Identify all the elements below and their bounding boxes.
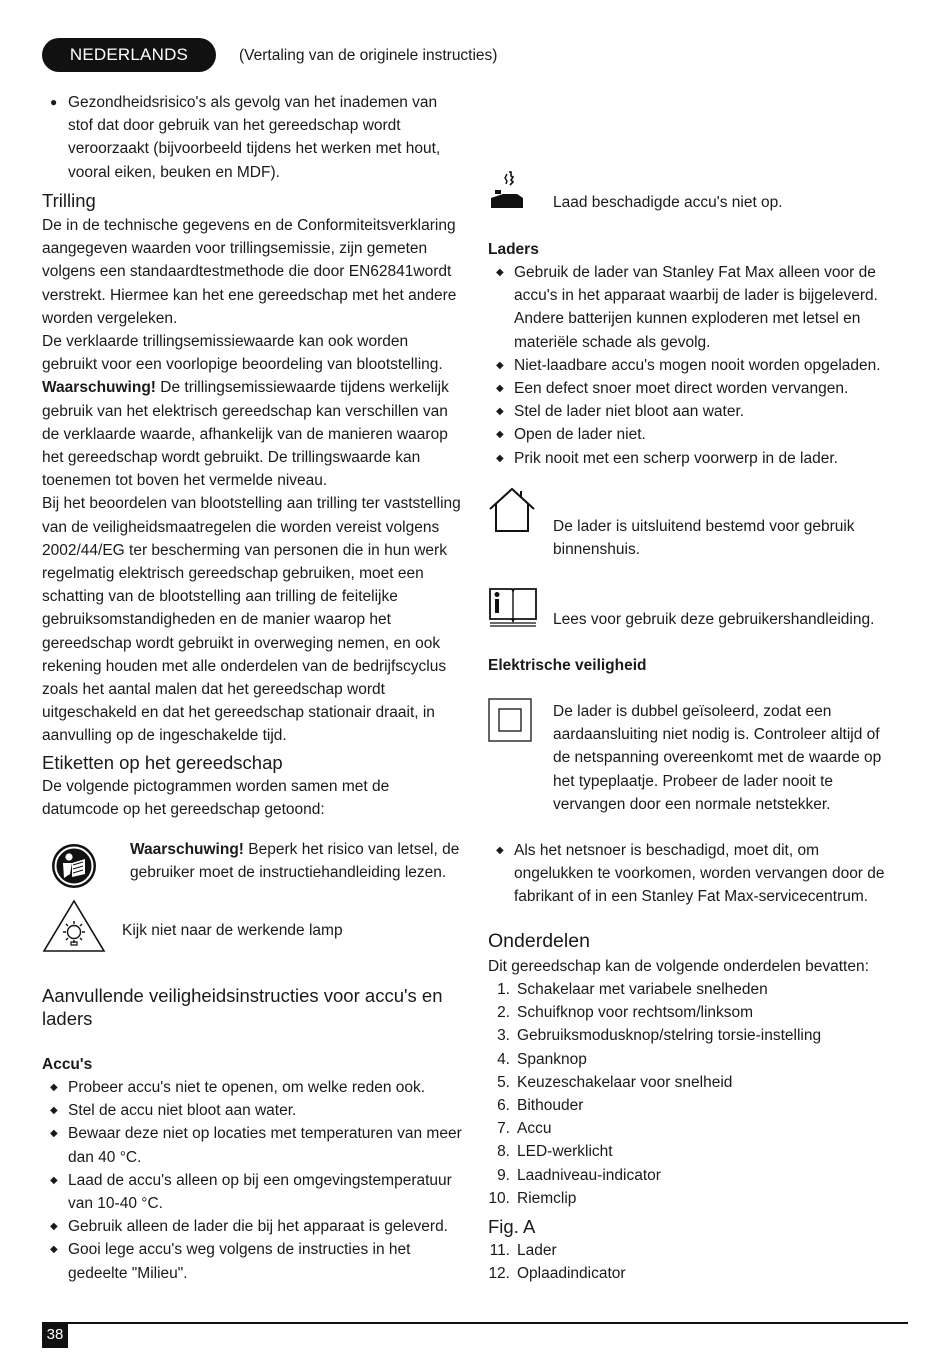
warning-label: Waarschuwing!	[42, 379, 156, 397]
part-label: Lader	[517, 1242, 557, 1259]
list-item: ◆ Bewaar deze niet op locaties met temperaturen van meer dan 40 °C.	[42, 1122, 462, 1168]
list-item: ◆ Gebruik alleen de lader die bij het apparaat is geleverd.	[42, 1215, 462, 1238]
read-manual-warning-icon	[50, 842, 98, 890]
lamp-warning-icon	[42, 899, 106, 953]
damaged-battery-text: Laad beschadigde accu's niet op.	[553, 194, 783, 211]
list-item	[488, 1164, 888, 1187]
part-label: Oplaadindicator	[517, 1265, 626, 1283]
footer-rule	[42, 1322, 908, 1324]
list-item: ◆ Open de lader niet.	[488, 423, 883, 446]
icon1-text: Beperk het risico van letsel, de gebruiker moet de instructiehandleiding lezen.	[130, 841, 460, 882]
part-label: Spanknop	[517, 1050, 587, 1068]
part-label: LED-werklicht	[517, 1143, 613, 1161]
list-item: ◆ Probeer accu's niet te openen, om welke reden ook.	[42, 1076, 462, 1099]
list-item: ◆ Laad de accu's alleen op bij een omgevingstemperatuur van 10-40 °C.	[42, 1169, 462, 1215]
translation-note: (Vertaling van de originele instructies)	[239, 47, 498, 64]
list-item	[488, 1094, 888, 1117]
subsection-title-elektrische-veiligheid: Elektrische veiligheid	[488, 657, 647, 674]
part-number: 8.	[497, 1143, 510, 1161]
part-label: Bithouder	[517, 1097, 584, 1115]
indoor-use-text: De lader is uitsluitend bestemd voor gebruik binnenshuis.	[553, 518, 855, 559]
list-item	[488, 978, 888, 1001]
list-item: ◆ Als het netsnoer is beschadigd, moet dit, om ongelukken te voorkomen, worden vervangen door de fabrikant of in een Stanley Fat Max-servicecentrum.	[488, 839, 900, 909]
part-number: 3.	[497, 1027, 510, 1045]
indoor-use-icon	[487, 487, 537, 533]
list-item: ◆ Stel de accu niet bloot aan water.	[42, 1099, 462, 1122]
part-label: Schakelaar met variabele snelheden	[517, 981, 768, 998]
part-number: 5.	[497, 1073, 510, 1091]
section-title-aanvullende: Aanvullende veiligheidsinstructies voor accu's en laders	[42, 985, 443, 1029]
part-label: Keuzeschakelaar voor snelheid	[517, 1073, 733, 1091]
page-number: 38	[42, 1322, 68, 1348]
subsection-title-laders: Laders	[488, 241, 539, 258]
double-insulation-text: De lader is dubbel geïsoleerd, zodat een aardaansluiting niet nodig is. Controleer altijd of de netspanning overeenkomt met de waarde op het typeplaatje. Probeer de lader nooit te vervangen door een normale netstekker.	[553, 703, 882, 813]
list-item	[488, 1262, 888, 1285]
trilling-paragraph-3: Bij het beoordelen van blootstelling aan trilling ter vaststelling van de veiligheidsmaatregelen die worden vereist volgens 2002/44/EG ter bescherming van personen die in hun werk regelmatig elektrisch gereedschap gebruiken, moet een schatting van de blootstelling aan trilling de feitelijke gebruiksomstandigheden en de manier waarop het gereedschap wordt gebruikt in overweging nemen, en ook rekening houden met alle onderdelen van de bedrijfscyclus zoals het aantal malen dat het gereedschap wordt uitgeschakeld en dat het gereedschap stationair draait, in aanvulling op de ingeschakelde tijd.	[42, 495, 461, 745]
section-title-onderdelen: Onderdelen	[488, 930, 590, 952]
list-item	[488, 1001, 888, 1024]
part-number: 10.	[488, 1189, 510, 1207]
list-item: ◆ Prik nooit met een scherp voorwerp in de lader.	[488, 447, 883, 470]
part-number: 6.	[497, 1097, 510, 1115]
part-label: Riemclip	[517, 1189, 577, 1207]
part-number: 7.	[497, 1120, 510, 1138]
language-badge: NEDERLANDS	[42, 38, 216, 72]
trilling-text	[42, 214, 464, 748]
onderdelen-paragraph: Dit gereedschap kan de volgende onderdelen bevatten:	[488, 958, 869, 975]
list-item	[488, 1024, 888, 1047]
list-item: ◆ Een defect snoer moet direct worden vervangen.	[488, 377, 883, 400]
list-item	[488, 1117, 888, 1140]
part-number: 12.	[488, 1265, 510, 1283]
list-item	[488, 1187, 888, 1210]
list-item: ● Gezondheidsrisico's als gevolg van het inademen van stof dat door gebruik van het gereedschap wordt veroorzaakt (bijvoorbeeld tijdens het werken met hout, vooral eiken, beuken en MDF).	[42, 91, 462, 184]
parts-list	[488, 978, 888, 1210]
list-item: ◆ Niet-laadbare accu's mogen nooit worden opgeladen.	[488, 354, 883, 377]
part-number: 2.	[497, 1004, 510, 1022]
trilling-paragraph-1: De in de technische gegevens en de Conformiteitsverklaring aangegeven waarden voor trillingsemissie, zijn gemeten volgens een standaardtestmethode die door EN62841wordt verstrekt. Hiermee kan het ene gereedschap met het andere worden vergeleken.	[42, 217, 457, 327]
double-insulation-icon	[488, 698, 532, 742]
section-title-etiketten: Etiketten op het gereedschap	[42, 752, 283, 773]
list-item	[488, 1071, 888, 1094]
part-number: 4.	[497, 1050, 510, 1068]
part-label: Schuifknop voor rechtsom/linksom	[517, 1004, 754, 1022]
list-item	[488, 1140, 888, 1163]
read-manual-text: Lees voor gebruik deze gebruikershandleiding.	[553, 611, 875, 628]
accus-list	[42, 1076, 462, 1285]
part-label: Laadniveau-indicator	[517, 1166, 661, 1184]
list-item: ◆ Stel de lader niet bloot aan water.	[488, 400, 883, 423]
damaged-battery-icon	[489, 170, 529, 212]
part-label: Gebruiksmodusknop/stelring torsie-instelling	[517, 1027, 822, 1045]
warning-text: De trillingsemissiewaarde tijdens werkelijk gebruik van het elektrisch gereedschap kan verschillen van de verklaarde waarde, afhankelijk van de manieren waarop het gereedschap wordt gebruikt. De trillingswaarde kan toenemen tot boven het vermelde niveau.	[42, 379, 449, 490]
part-label: Accu	[517, 1120, 552, 1138]
part-number: 1.	[497, 981, 510, 998]
fig-parts-list	[488, 1239, 888, 1285]
icon1-warning-label: Waarschuwing!	[130, 841, 244, 858]
elektrische-list	[488, 839, 900, 909]
etiketten-paragraph: De volgende pictogrammen worden samen met de datumcode op het gereedschap getoond:	[42, 778, 390, 819]
intro-bullet-list	[42, 91, 462, 184]
icon1-description	[130, 838, 460, 884]
list-item	[488, 1048, 888, 1071]
section-title-trilling: Trilling	[42, 190, 96, 211]
list-item	[488, 1239, 888, 1262]
trilling-warning	[42, 376, 464, 492]
list-item: ◆ Gebruik de lader van Stanley Fat Max alleen voor de accu's in het apparaat waarbij de lader is bijgeleverd. Andere batterijen kunnen exploderen met letsel en materiële schade als gevolg.	[488, 261, 883, 354]
list-item: ◆ Gooi lege accu's weg volgens de instructies in het gedeelte "Milieu".	[42, 1238, 462, 1284]
part-number: 11.	[489, 1242, 510, 1259]
subsection-title-accus: Accu's	[42, 1056, 93, 1073]
trilling-paragraph-2: De verklaarde trillingsemissiewaarde kan ook worden gebruikt voor een voorlopige beoordeling van blootstelling.	[42, 333, 443, 374]
icon2-description: Kijk niet naar de werkende lamp	[122, 922, 343, 939]
part-number: 9.	[497, 1166, 510, 1184]
read-manual-icon	[488, 585, 538, 627]
section-title-fig-a: Fig. A	[488, 1216, 536, 1237]
laders-list	[488, 261, 883, 470]
